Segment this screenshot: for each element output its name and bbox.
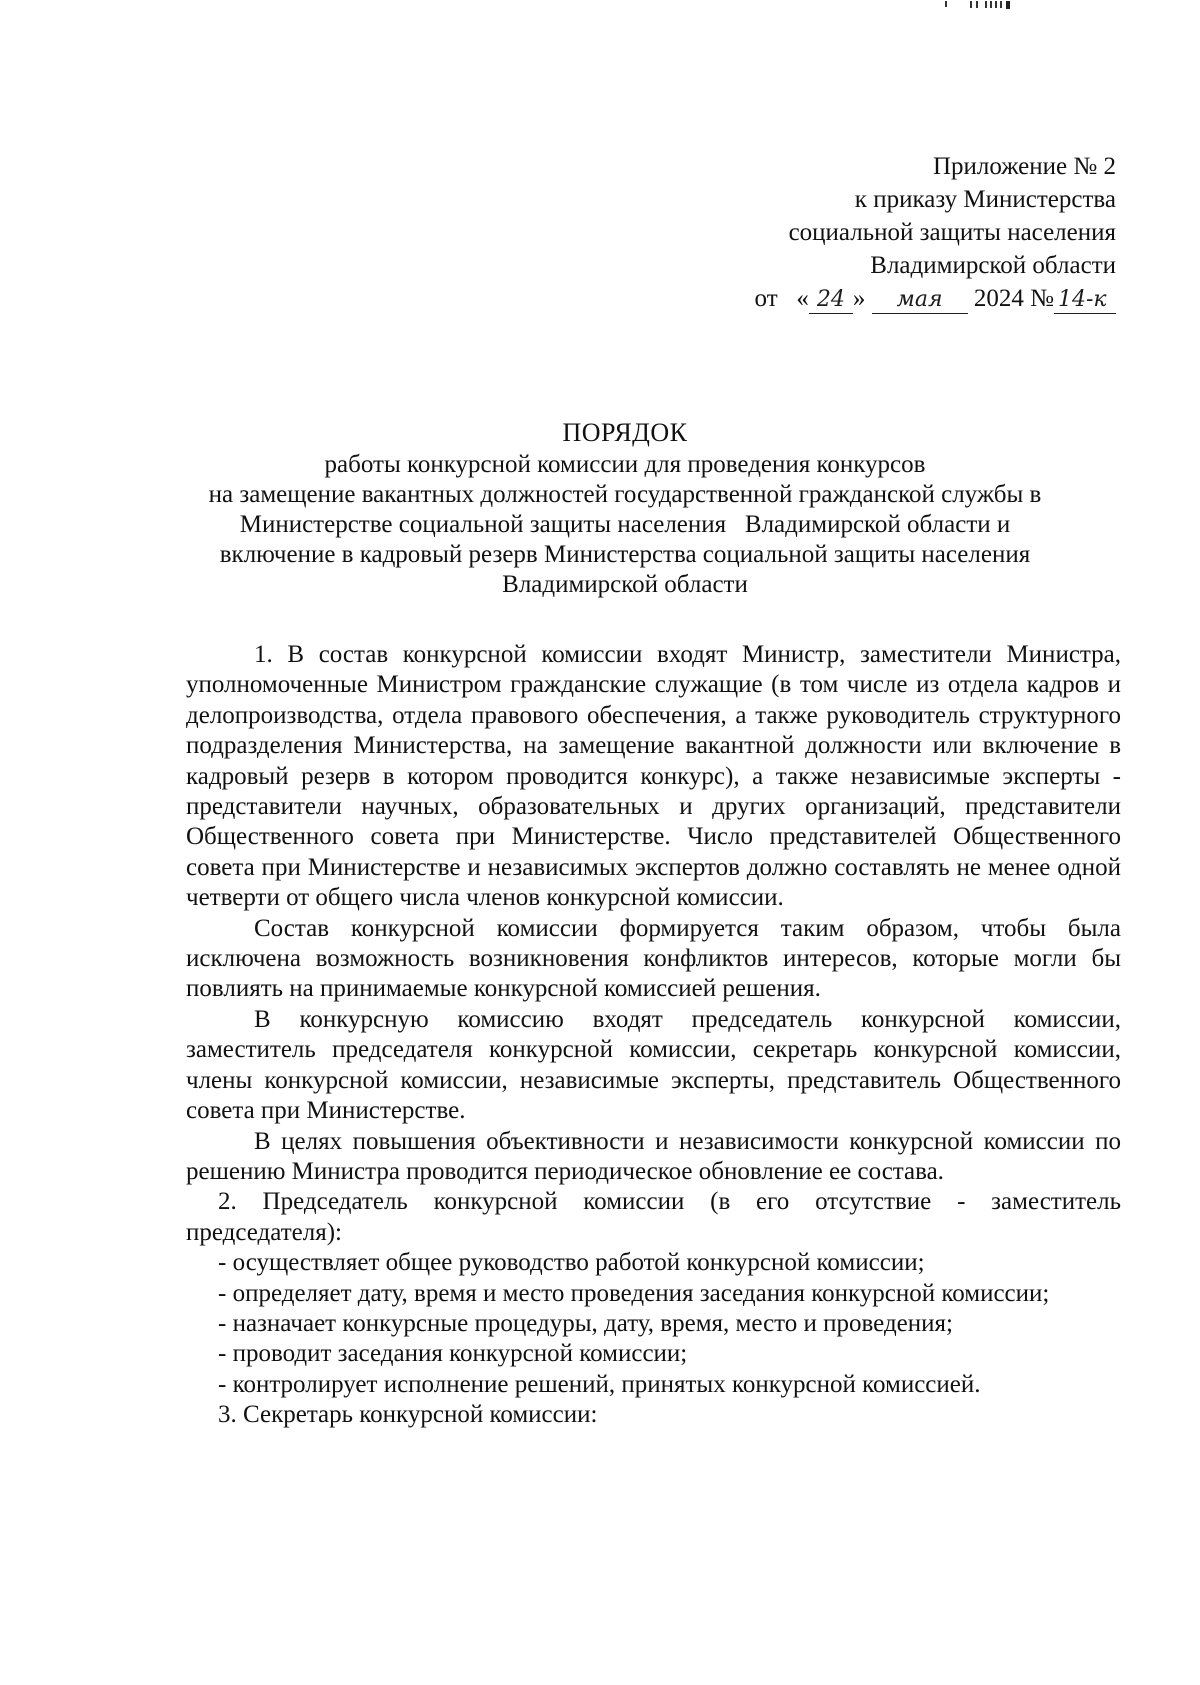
document-title-block	[150, 418, 1100, 600]
appendix-ministry: социальной защиты населения	[788, 219, 1116, 246]
date-close-quote: »	[852, 285, 866, 312]
title-line-3: Министерстве социальной защиты населения Владимирской области и	[239, 511, 1011, 538]
paragraph-4: В целях повышения объективности и независимости конкурсной комиссии по решению Министра проводится периодическое обновление ее состава.	[186, 1127, 1121, 1185]
paragraph-5: 2. Председатель конкурсной комиссии (в его отсутствие - заместитель председателя):	[186, 1188, 1121, 1246]
title-line-4: включение в кадровый резерв Министерства социальной защиты населения	[219, 541, 1031, 568]
date-prefix: от	[754, 285, 778, 312]
list-item-1: - осуществляет общее руководство работой конкурсной комиссии;	[218, 1249, 925, 1277]
date-year: 2024 №	[973, 285, 1054, 312]
scan-artifact-marks	[945, 0, 1045, 10]
handwritten-month: мая	[872, 287, 968, 314]
title-line-2: на замещение вакантных должностей государственной гражданской службы в	[208, 481, 1042, 508]
list-item-2: - определяет дату, время и место проведения заседания конкурсной комиссии;	[218, 1279, 1050, 1307]
paragraph-3: В конкурсную комиссию входят председатель конкурсной комиссии, заместитель председателя конкурсной комиссии, секретарь конкурсной комиссии, члены конкурсной комиссии, независимые эксперты, представитель Общественного совета при Министерстве.	[186, 1005, 1121, 1125]
paragraph-2: Состав конкурсной комиссии формируется таким образом, чтобы была исключена возможность возникновения конфликтов интересов, которые могли бы повлиять на принимаемые конкурсной комиссией решения.	[186, 914, 1121, 1003]
paragraph-1: 1. В состав конкурсной комиссии входят Министр, заместители Министра, уполномоченные Министром гражданские служащие (в том числе из отдела кадров и делопроизводства, отдела правового обеспечения, а также руководитель структурного подразделения Министерства, на замещение вакантной должности или включение в кадровый резерв в котором проводится конкурс), а также независимые эксперты - представители научных, образовательных и других организаций, представители Общественного совета при Министерстве. Число представителей Общественного совета при Министерстве и независимых экспертов должно составлять не менее одной четверти от общего числа членов конкурсной комиссии.	[186, 641, 1121, 912]
paragraph-6: 3. Секретарь конкурсной комиссии:	[218, 1401, 598, 1429]
appendix-region: Владимирской области	[870, 252, 1116, 279]
date-open-quote: «	[796, 285, 809, 312]
order-date-line	[755, 282, 1116, 315]
document-body	[186, 640, 1121, 1431]
handwritten-order-number: 14-к	[1054, 287, 1116, 314]
list-item-4: - проводит заседания конкурсной комиссии;	[218, 1340, 688, 1368]
handwritten-day: 24	[809, 287, 853, 314]
list-item-5: - контролирует исполнение решений, принятых конкурсной комиссией.	[218, 1370, 981, 1398]
document-title: ПОРЯДОК	[562, 418, 688, 447]
title-line-5: Владимирской области	[502, 571, 748, 598]
title-line-1: работы конкурсной комиссии для проведения конкурсов	[324, 451, 926, 478]
appendix-order-ref: к приказу Министерства	[854, 186, 1116, 213]
appendix-header	[755, 150, 1116, 315]
list-item-3: - назначает конкурсные процедуры, дату, время, место и проведения;	[218, 1309, 953, 1337]
appendix-number: Приложение № 2	[932, 153, 1116, 180]
